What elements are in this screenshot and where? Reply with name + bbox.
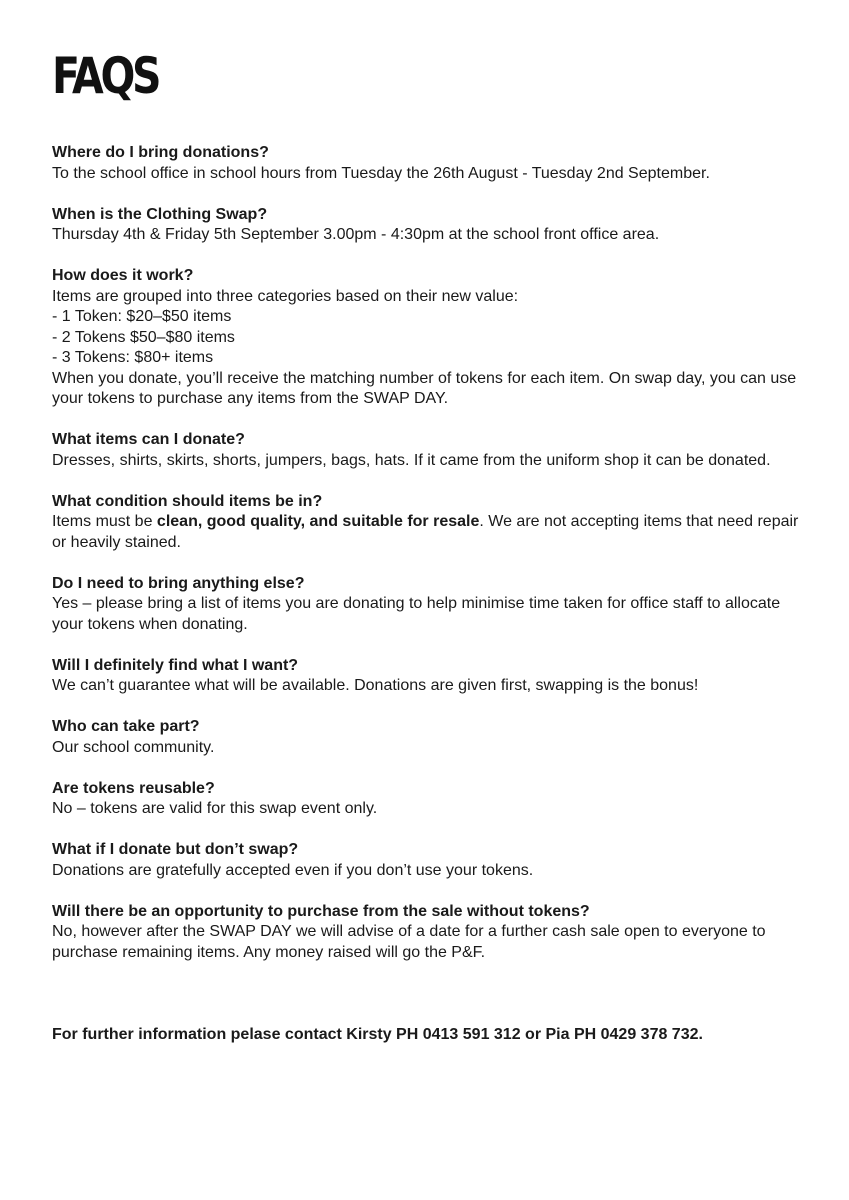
faq-answer: Thursday 4th & Friday 5th September 3.00pm - 4:30pm at the school front office area. bbox=[52, 226, 660, 243]
faq-answer-outro: When you donate, you’ll receive the matching number of tokens for each item. On swap day, you can use your tokens to purchase any items from the SWAP DAY. bbox=[52, 369, 797, 407]
answer-text: . We are not accepting items that need repair or heavily stained. bbox=[52, 513, 799, 551]
faq-item bbox=[52, 902, 812, 964]
faq-question: What if I donate but don’t swap? bbox=[52, 841, 299, 858]
faq-question: Will I definitely find what I want? bbox=[52, 656, 299, 674]
faq-item bbox=[52, 574, 812, 636]
faq-question: What items can I donate? bbox=[52, 431, 245, 448]
faq-item bbox=[52, 717, 812, 758]
list-item: - 1 Token: $20–$50 items bbox=[52, 308, 232, 325]
faq-item bbox=[52, 779, 812, 820]
list-item: - 3 Tokens: $80+ items bbox=[52, 349, 214, 366]
faq-answer: Dresses, shirts, skirts, shorts, jumpers, bags, hats. If it came from the uniform shop it can be donated. bbox=[52, 451, 771, 469]
list-item: - 2 Tokens $50–$80 items bbox=[52, 328, 235, 346]
faq-question: Do I need to bring anything else? bbox=[52, 574, 305, 592]
faq-item bbox=[52, 205, 812, 246]
faq-item bbox=[52, 840, 812, 881]
contact-info: For further information pelase contact Kirsty PH 0413 591 312 or Pia PH 0429 378 732. bbox=[52, 1026, 703, 1043]
faq-question: Where do I bring donations? bbox=[52, 144, 269, 161]
faq-answer bbox=[52, 512, 812, 553]
faq-question: Will there be an opportunity to purchase from the sale without tokens? bbox=[52, 902, 590, 920]
faq-item bbox=[52, 492, 812, 554]
faq-question: What condition should items be in? bbox=[52, 492, 323, 510]
faq-item bbox=[52, 143, 812, 184]
faq-answer: Our school community. bbox=[52, 738, 215, 756]
faq-answer: To the school office in school hours from Tuesday the 26th August - Tuesday 2nd September. bbox=[52, 164, 710, 182]
faq-answer-intro: Items are grouped into three categories based on their new value: bbox=[52, 287, 519, 305]
faq-answer: No, however after the SWAP DAY we will advise of a date for a further cash sale open to everyone to purchase remaining items. Any money raised will go the P&F. bbox=[52, 923, 766, 961]
page-title: FAQS bbox=[52, 47, 159, 105]
faq-question: How does it work? bbox=[52, 267, 194, 284]
faq-item bbox=[52, 266, 812, 410]
faq-answer: Yes – please bring a list of items you are donating to help minimise time taken for office staff to allocate your tokens when donating. bbox=[52, 595, 781, 633]
faq-list bbox=[52, 143, 812, 984]
faq-answer: Donations are gratefully accepted even if you don’t use your tokens. bbox=[52, 861, 534, 879]
faq-answer: No – tokens are valid for this swap event only. bbox=[52, 800, 378, 817]
faq-question: Who can take part? bbox=[52, 718, 200, 735]
faq-question: Are tokens reusable? bbox=[52, 779, 215, 797]
faq-question: When is the Clothing Swap? bbox=[52, 205, 268, 223]
faq-answer: We can’t guarantee what will be available. Donations are given first, swapping is the bonus! bbox=[52, 677, 699, 694]
faq-item bbox=[52, 430, 812, 471]
answer-emphasis: clean, good quality, and suitable for resale bbox=[156, 513, 480, 530]
token-category-list bbox=[52, 307, 812, 369]
faq-item bbox=[52, 656, 812, 697]
answer-text: Items must be bbox=[52, 513, 157, 530]
